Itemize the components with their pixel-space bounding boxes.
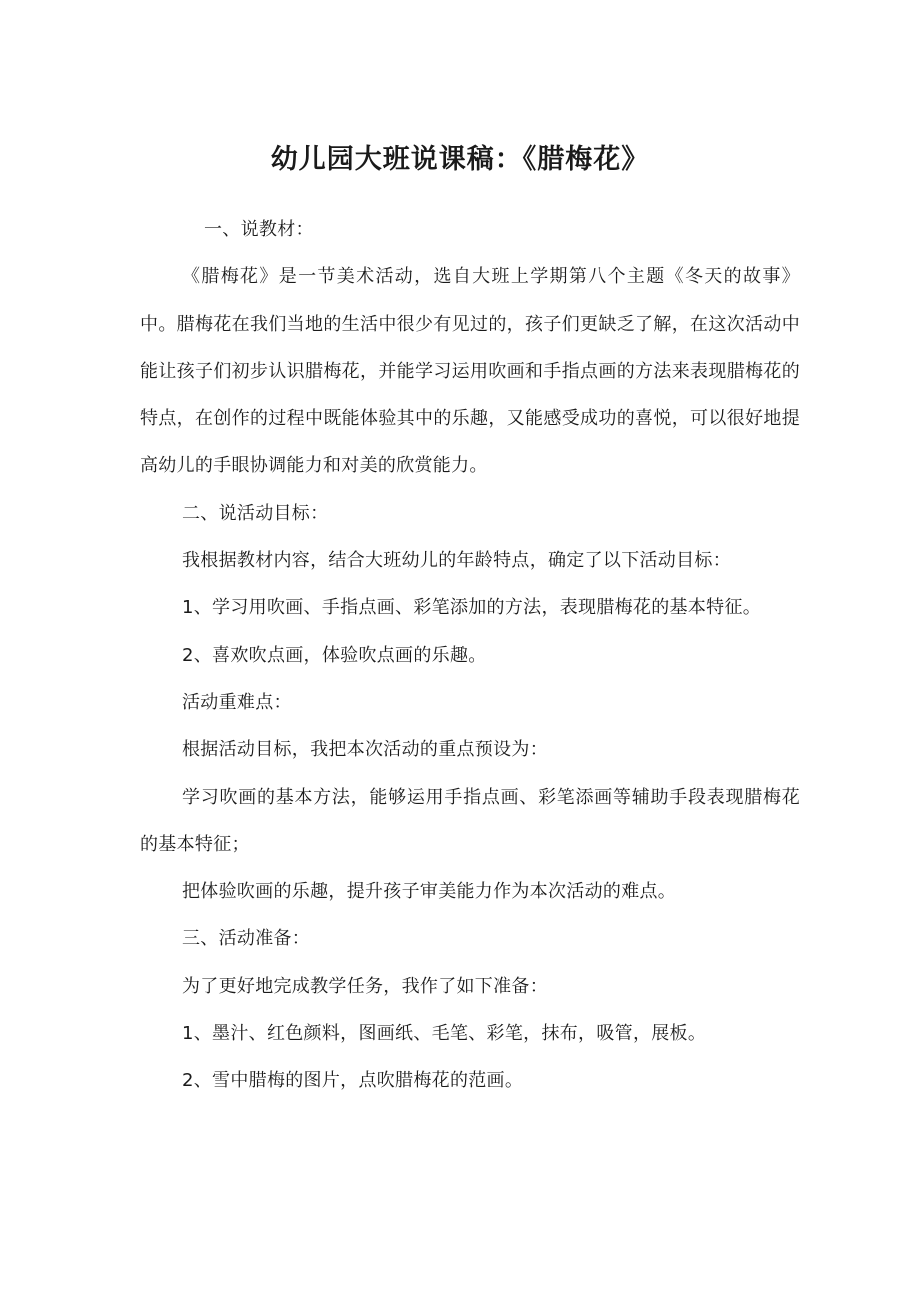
section-heading-goals: 二、说活动目标： [182, 502, 329, 524]
paragraph-preparation-intro: 为了更好地完成教学任务，我作了如下准备： [182, 975, 548, 997]
heading-key-points: 活动重难点： [182, 691, 292, 713]
document-body [140, 206, 800, 1105]
paragraph-key-points-intro: 根据活动目标，我把本次活动的重点预设为： [182, 739, 548, 761]
paragraph-textbook: 《腊梅花》是一节美术活动，选自大班上学期第八个主题《冬天的故事》中。腊梅花在我们当地的生活中很少有见过的，孩子们更缺乏了解，在这次活动中能让孩子们初步认识腊梅花，并能学习运用吹画和手指点画的方法来表现腊梅花的特点，在创作的过程中既能体验其中的乐趣，又能感受成功的喜悦，可以很好地提高幼儿的手眼协调能力和对美的欣赏能力。 [140, 266, 800, 477]
document-title: 幼儿园大班说课稿：《腊梅花》 [270, 144, 650, 175]
paragraph-key-point: 学习吹画的基本方法，能够运用手指点画、彩笔添画等辅助手段表现腊梅花的基本特征； [140, 786, 800, 855]
section-heading-preparation: 三、活动准备： [182, 928, 311, 950]
paragraph-difficult-point: 把体验吹画的乐趣，提升孩子审美能力作为本次活动的难点。 [182, 881, 677, 903]
section-heading-textbook: 一、说教材： [204, 219, 314, 240]
goal-item-1: 1、学习用吹画、手指点画、彩笔添加的方法，表现腊梅花的基本特征。 [182, 597, 762, 619]
preparation-item-2: 2、雪中腊梅的图片，点吹腊梅花的范画。 [182, 1070, 524, 1092]
goal-item-2: 2、喜欢吹点画，体验吹点画的乐趣。 [182, 644, 487, 666]
preparation-item-1: 1、墨汁、红色颜料，图画纸、毛笔、彩笔，抹布，吸管，展板。 [182, 1023, 707, 1045]
paragraph-goals-intro: 我根据教材内容，结合大班幼儿的年龄特点，确定了以下活动目标： [182, 550, 731, 572]
